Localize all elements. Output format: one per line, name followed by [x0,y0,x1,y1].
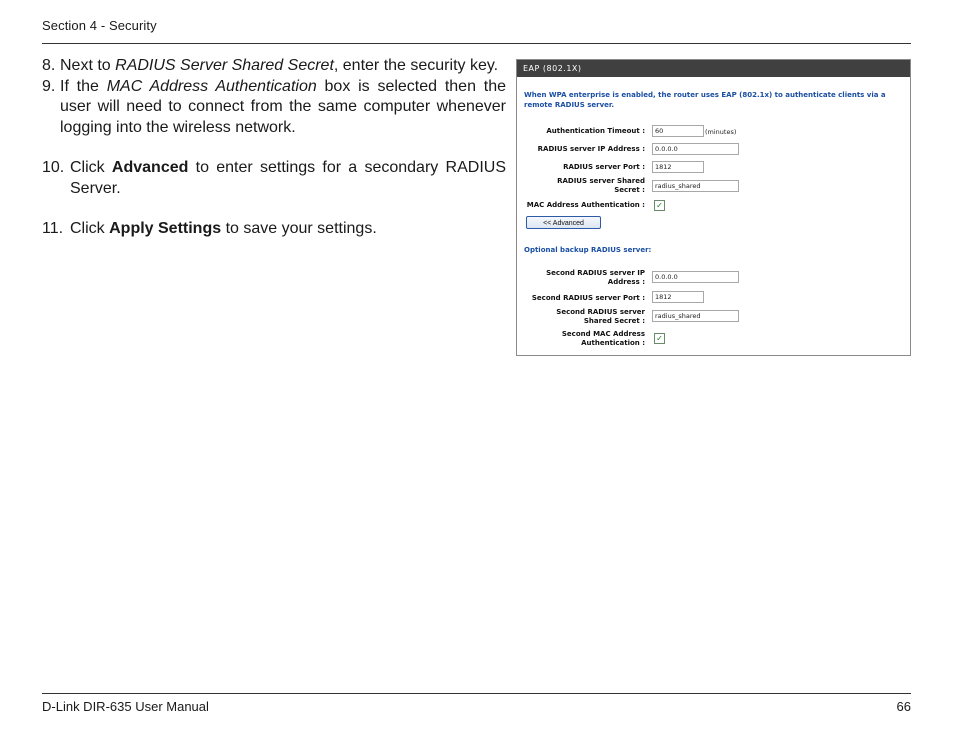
footer-rule [42,693,911,694]
second-port-label: Second RADIUS server Port : [531,294,645,302]
auth-timeout-input[interactable]: 60 [652,125,704,137]
second-mac-label [517,330,645,348]
shared-secret-label [517,177,645,195]
second-port-input[interactable]: 1812 [652,291,704,303]
eap-settings-panel [516,59,911,356]
second-ip-label-line2: Address : [607,278,645,286]
second-secret-label-line2: Shared Secret : [583,317,645,325]
radius-ip-label: RADIUS server IP Address : [537,145,645,153]
second-mac-checkbox[interactable]: ✓ [654,333,665,344]
second-mac-label-line2: Authentication : [581,339,645,347]
second-ip-label-line1: Second RADIUS server IP [546,269,645,277]
instruction-steps [42,56,506,240]
spacer [42,199,506,219]
auth-timeout-label: Authentication Timeout : [546,127,645,135]
shared-secret-input[interactable]: radius_shared [652,180,739,192]
step-strong: Apply Settings [109,220,222,237]
step-text [60,56,506,77]
second-secret-label-line1: Second RADIUS server [556,308,645,316]
second-secret-input[interactable]: radius_shared [652,310,739,322]
shared-secret-label-line1: RADIUS server Shared [557,177,645,185]
backup-server-title: Optional backup RADIUS server: [524,246,652,254]
step-11 [42,219,506,240]
mac-auth-checkbox[interactable]: ✓ [654,200,665,211]
radius-port-label: RADIUS server Port : [563,163,645,171]
step-number: 8. [42,57,56,74]
header-rule [42,43,911,44]
shared-secret-label-line2: Secret : [614,186,645,194]
step-text [70,219,506,240]
step-text-pre: Click [70,159,112,176]
panel-intro: When WPA enterprise is enabled, the router uses EAP (802.1x) to authenticate clients via a remote RADIUS server. [524,91,886,109]
step-text-post: box is selected then the user will need to connect from the same computer whenever logging into the wireless network. [60,77,506,136]
panel-title: EAP (802.1X) [517,60,910,77]
step-9 [42,77,506,139]
step-text-pre: Next to [60,57,116,74]
step-strong: Advanced [111,159,189,176]
step-number: 9. [42,77,56,95]
step-text-post: to save your settings. [221,220,377,237]
mac-auth-label: MAC Address Authentication : [526,201,645,209]
step-10 [42,158,506,199]
section-title: Section 4 - Security [42,18,157,33]
second-ip-input[interactable]: 0.0.0.0 [652,271,739,283]
radius-ip-input[interactable]: 0.0.0.0 [652,143,739,155]
spacer [42,138,506,158]
radius-port-input[interactable]: 1812 [652,161,704,173]
step-text [70,158,506,199]
second-secret-label [517,308,645,326]
step-number: 11. [42,220,64,237]
manual-title: D-Link DIR-635 User Manual [42,699,209,714]
step-emphasis: RADIUS Server Shared Secret [115,57,334,74]
step-text-post: , enter the security key. [333,57,499,74]
page-number: 66 [896,699,911,714]
step-text-pre: If the [60,77,107,95]
step-text [60,77,506,139]
step-8 [42,56,506,77]
auth-timeout-units: (minutes) [705,128,737,136]
second-ip-label [517,269,645,287]
step-text-post: to enter settings for a secondary RADIUS Server. [70,159,506,197]
second-mac-label-line1: Second MAC Address [561,330,645,338]
step-text-pre: Click [70,220,110,237]
step-number: 10. [42,159,65,176]
step-emphasis: MAC Address Authentication [106,77,317,95]
advanced-button[interactable]: << Advanced [526,216,601,229]
